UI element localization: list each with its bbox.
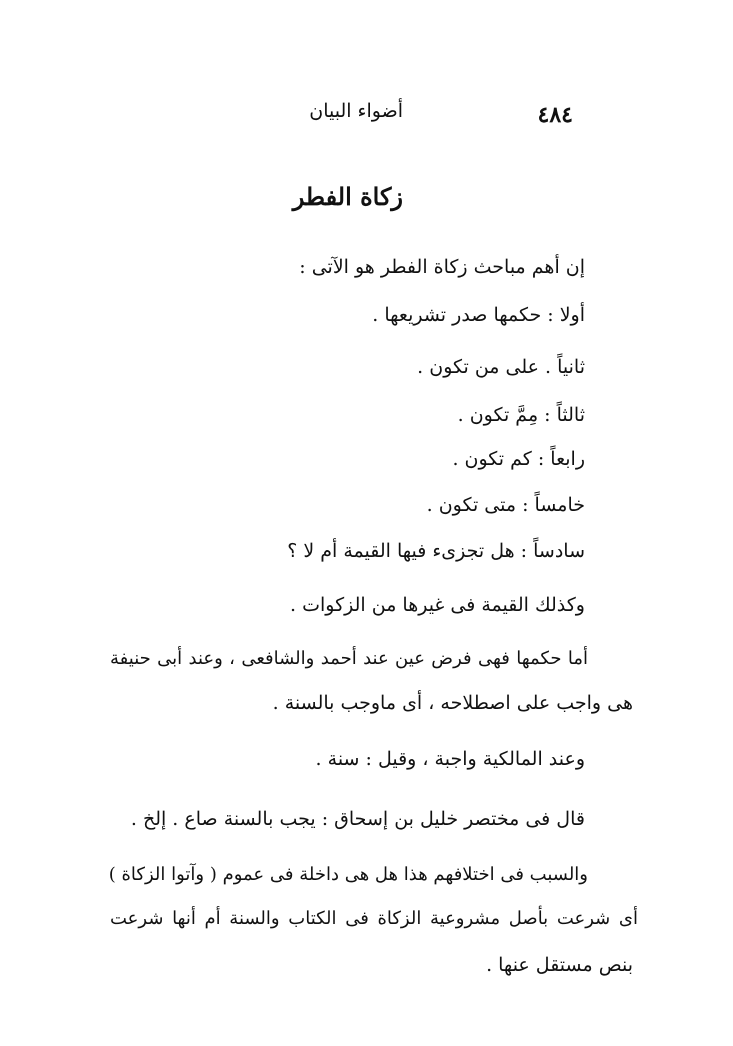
item-line: سادساً : هل تجزىء فيها القيمة أم لا ؟	[287, 540, 585, 562]
item-line: أولا : حكمها صدر تشريعها .	[372, 304, 585, 326]
intro-line: إن أهم مباحث زكاة الفطر هو الآتى :	[299, 256, 585, 278]
running-title: أضواء البيان	[309, 100, 403, 122]
page-number: ٤٨٤	[537, 102, 573, 128]
item-line: ثانياً . على من تكون .	[417, 356, 585, 378]
paragraph-line: وعند المالكية واجبة ، وقيل : سنة .	[315, 748, 585, 770]
paragraph-line: بنص مستقل عنها .	[486, 954, 633, 976]
item-line: رابعاً : كم تكون .	[452, 448, 585, 470]
paragraph-line: وكذلك القيمة فى غيرها من الزكوات .	[290, 594, 585, 616]
section-title: زكاة الفطر	[292, 182, 403, 211]
paragraph-line: والسبب فى اختلافهم هذا هل هى داخلة فى عموم ( وآتوا الزكاة )	[108, 864, 588, 885]
item-line: ثالثاً : مِمَّ تكون .	[457, 404, 585, 426]
paragraph-line: أى شرعت بأصل مشروعية الزكاة فى الكتاب والسنة أم أنها شرعت	[110, 908, 638, 929]
item-line: خامساً : متى تكون .	[426, 494, 585, 516]
paragraph-line: هى واجب على اصطلاحه ، أى ماوجب بالسنة .	[272, 692, 633, 714]
paragraph-line: أما حكمها فهى فرض عين عند أحمد والشافعى ، وعند أبى حنيفة	[110, 648, 588, 669]
paragraph-line: قال فى مختصر خليل بن إسحاق : يجب بالسنة صاع . إلخ .	[130, 808, 585, 830]
